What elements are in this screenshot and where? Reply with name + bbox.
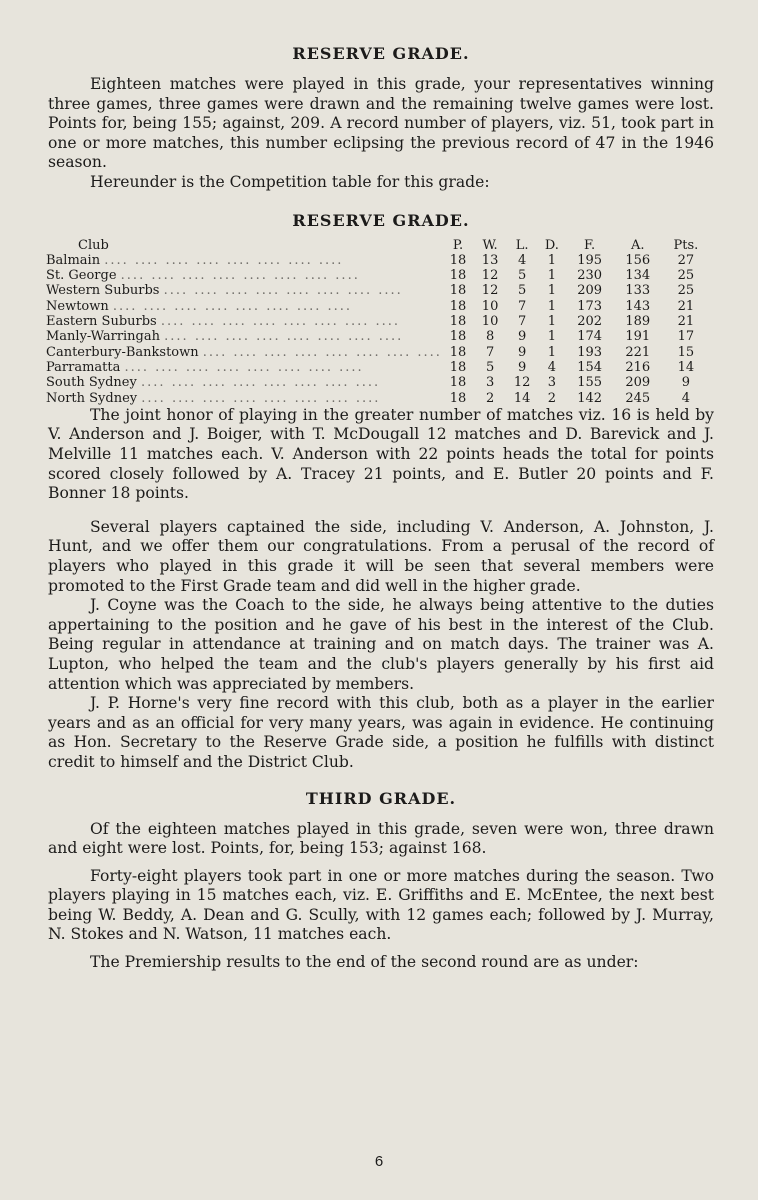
table-row — [46, 345, 710, 360]
table-row — [46, 360, 710, 375]
cell-drawn: 1 — [547, 268, 557, 284]
dot-leader: .... .... .... .... .... .... .... .... — [164, 329, 404, 345]
header-against: A. — [631, 237, 645, 253]
table-row — [46, 391, 710, 406]
cell-drawn: 1 — [547, 252, 557, 268]
club-name: Eastern Suburbs — [46, 314, 157, 330]
cell-played: 18 — [449, 252, 467, 268]
cell-drawn: 1 — [547, 344, 557, 360]
club-name: St. George — [46, 268, 117, 284]
paragraph-third-players: Forty-eight players took part in one or more matches during the season. Two players playing in 15 matches each, viz. E. Griffiths and E. McEntee, the next best being W. Beddy, A. Dean and G. Scully, with 12 games each; followed by J. Murray, N. Stokes and N. Watson, 11 matches each. — [48, 866, 714, 944]
table-row — [46, 283, 710, 298]
club-name: Western Suburbs — [46, 283, 160, 299]
cell-against: 143 — [625, 298, 651, 314]
cell-against: 189 — [625, 314, 651, 330]
cell-drawn: 1 — [547, 298, 557, 314]
header-club: Club — [78, 237, 109, 253]
cell-won: 5 — [485, 359, 495, 375]
paragraph-third-premiership: The Premiership results to the end of the second round are as under: — [90, 953, 639, 972]
cell-points: 4 — [681, 390, 691, 406]
cell-drawn: 4 — [547, 359, 557, 375]
cell-played: 18 — [449, 314, 467, 330]
cell-lost: 5 — [518, 283, 527, 299]
cell-won: 8 — [485, 329, 495, 345]
cell-points: 15 — [677, 344, 695, 360]
paragraph-third-results: Of the eighteen matches played in this grade, seven were won, three drawn and eight were lost. Points, for, being 153; against 168. — [48, 819, 714, 858]
table-row — [46, 314, 710, 329]
cell-drawn: 1 — [547, 314, 557, 330]
cell-played: 18 — [449, 375, 467, 391]
header-lost: L. — [515, 237, 529, 253]
table-header-row — [46, 238, 710, 253]
cell-points: 14 — [677, 359, 695, 375]
dot-leader: .... .... .... .... .... .... .... .... — [140, 375, 381, 391]
cell-drawn: 3 — [547, 375, 557, 391]
cell-played: 18 — [449, 344, 467, 360]
header-points: Pts. — [673, 237, 699, 253]
club-name: South Sydney — [46, 375, 137, 391]
paragraph-reserve-intro: Eighteen matches were played in this grade, your representatives winning three games, three games were drawn and the remaining twelve games were lost. Points for, being 155; against, 209. A record number of players, viz. 51, took part in one or more matches, this number eclipsing the previous record of 47 in the 1946 season. — [48, 75, 714, 172]
cell-for: 154 — [577, 359, 603, 375]
cell-for: 209 — [577, 283, 603, 299]
cell-for: 142 — [577, 390, 603, 406]
cell-won: 10 — [481, 314, 499, 330]
cell-against: 216 — [625, 359, 651, 375]
cell-won: 12 — [481, 268, 499, 284]
cell-won: 13 — [481, 252, 499, 268]
dot-leader: .... .... .... .... .... .... .... .... — [160, 314, 401, 330]
table-title: RESERVE GRADE. — [292, 210, 470, 230]
dot-leader: .... .... .... .... .... .... .... .... — [104, 252, 344, 268]
table-row — [46, 253, 710, 268]
cell-for: 193 — [577, 344, 603, 360]
club-name: Parramatta — [46, 359, 121, 375]
cell-points: 21 — [677, 314, 695, 330]
cell-for: 174 — [577, 329, 603, 345]
cell-lost: 9 — [518, 329, 527, 345]
cell-drawn: 1 — [547, 283, 557, 299]
table-row — [46, 329, 710, 344]
cell-lost: 4 — [518, 252, 527, 268]
cell-for: 173 — [577, 298, 603, 314]
cell-against: 209 — [625, 375, 651, 391]
cell-against: 133 — [625, 283, 651, 299]
cell-won: 3 — [485, 375, 495, 391]
header-drawn: D. — [544, 237, 559, 253]
club-name: Manly-Warringah — [46, 329, 161, 345]
section-heading-third-grade: THIRD GRADE. — [305, 788, 457, 808]
header-played: P. — [452, 237, 464, 253]
cell-against: 134 — [625, 268, 651, 284]
club-name: Canterbury-Bankstown — [46, 344, 199, 360]
cell-lost: 7 — [518, 314, 527, 330]
club-name: North Sydney — [46, 390, 138, 406]
dot-leader: .... .... .... .... .... .... .... .... — [124, 359, 364, 375]
cell-points: 25 — [677, 268, 695, 284]
cell-lost: 12 — [513, 375, 531, 391]
cell-lost: 9 — [518, 344, 527, 360]
cell-won: 2 — [485, 390, 495, 406]
cell-played: 18 — [449, 390, 467, 406]
paragraph-horne: J. P. Horne's very fine record with this club, both as a player in the earlier years and as an official for very many years, was again in evidence. He continuing as Hon. Secretary to the Reserve Grade side, a position he fulfills with distinct credit to himself and the District Club. — [48, 694, 714, 771]
table-row — [46, 268, 710, 283]
dot-leader: .... .... .... .... .... .... .... .... — [112, 298, 353, 314]
cell-lost: 5 — [518, 268, 527, 284]
cell-played: 18 — [449, 359, 467, 375]
table-row — [46, 375, 710, 390]
cell-points: 21 — [677, 298, 695, 314]
cell-for: 195 — [577, 252, 603, 268]
cell-won: 10 — [481, 298, 499, 314]
page-number: 6 — [374, 1153, 384, 1170]
cell-against: 245 — [625, 390, 651, 406]
cell-drawn: 2 — [547, 390, 557, 406]
cell-played: 18 — [449, 298, 467, 314]
cell-against: 221 — [625, 344, 651, 360]
cell-points: 17 — [677, 329, 695, 345]
dot-leader: .... .... .... .... .... .... .... .... — [120, 268, 360, 284]
club-name: Balmain — [46, 252, 101, 268]
cell-against: 156 — [625, 252, 651, 268]
cell-for: 155 — [577, 375, 603, 391]
cell-lost: 7 — [518, 298, 527, 314]
header-won: W. — [482, 237, 498, 253]
paragraph-hereunder: Hereunder is the Competition table for this grade: — [90, 172, 490, 191]
cell-for: 202 — [577, 314, 603, 330]
cell-points: 25 — [677, 283, 695, 299]
cell-played: 18 — [449, 268, 467, 284]
cell-played: 18 — [449, 329, 467, 345]
section-heading-reserve-grade: RESERVE GRADE. — [292, 44, 470, 63]
table-row — [46, 299, 710, 314]
competition-table — [46, 238, 710, 406]
cell-points: 27 — [677, 252, 695, 268]
header-for: F. — [584, 237, 596, 253]
cell-against: 191 — [625, 329, 651, 345]
club-name: Newtown — [46, 298, 109, 314]
paragraph-coach: J. Coyne was the Coach to the side, he always being attentive to the duties appertaining to the position and he gave of his best in the interest of the Club. Being regular in attendance at training and on match days. The trainer was A. Lupton, who helped the team and the club's players generally by his first aid attention which was appreciated by members. — [48, 596, 714, 693]
dot-leader: .... .... .... .... .... .... .... .... — [141, 390, 381, 406]
dot-leader: .... .... .... .... .... .... .... .... — [163, 283, 403, 299]
dot-leader: .... .... .... .... .... .... .... .... — [202, 344, 442, 360]
cell-won: 12 — [481, 283, 499, 299]
paragraph-captained: Several players captained the side, including V. Anderson, A. Johnston, J. Hunt, and we offer them our congratulations. From a perusal of the record of players who played in this grade it will be seen that several members were promoted to the First Grade team and did well in the higher grade. — [48, 517, 714, 595]
cell-points: 9 — [681, 375, 691, 391]
cell-lost: 9 — [518, 359, 527, 375]
cell-played: 18 — [449, 283, 467, 299]
cell-drawn: 1 — [547, 329, 557, 345]
cell-for: 230 — [577, 268, 603, 284]
cell-lost: 14 — [513, 390, 531, 406]
cell-won: 7 — [485, 344, 495, 360]
paragraph-joint-honor: The joint honor of playing in the greater number of matches viz. 16 is held by V. Anderson and J. Boiger, with T. McDougall 12 matches and D. Barevick and J. Melville 11 matches each. V. Anderson with 22 points heads the total for points scored closely followed by A. Tracey 21 points, and E. Butler 20 points and F. Bonner 18 points. — [48, 405, 714, 503]
